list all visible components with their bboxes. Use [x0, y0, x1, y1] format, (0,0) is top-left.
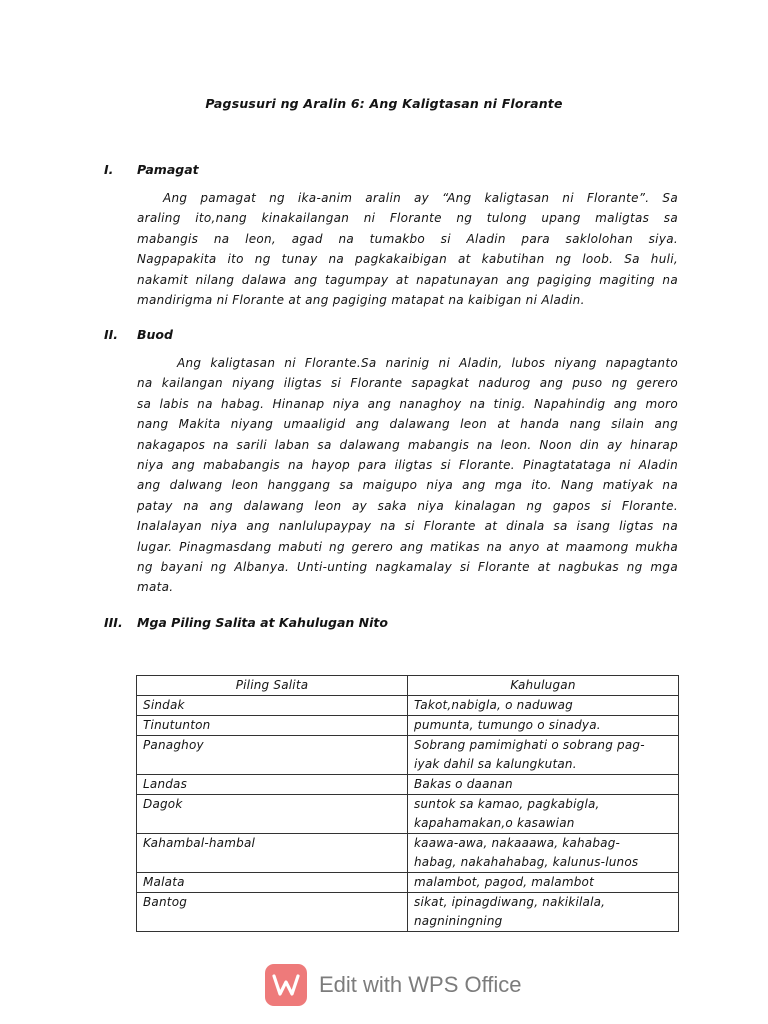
meaning-line: kaawa-awa, nakaaawa, kahabag- — [414, 836, 621, 850]
word-cell: Panaghoy — [137, 736, 408, 775]
meaning-cell — [408, 873, 679, 893]
paragraph-line: nakamit nilang dalawa ang tagumpay at napatunayan ang pagiging magiting na — [137, 272, 678, 287]
meaning-line: Bakas o daanan — [414, 777, 513, 791]
meaning-line: nagniningning — [414, 914, 503, 928]
word-cell: Tinutunton — [137, 716, 408, 736]
edit-with-wps-office-button[interactable] — [265, 964, 522, 1006]
table-row — [137, 834, 679, 873]
section-number: III. — [104, 615, 123, 630]
table-row — [137, 893, 679, 932]
meaning-cell — [408, 775, 679, 795]
paragraph-line: sa labis na habag. Hinanap niya ang nanaghoy na tinig. Napahindig ang moro — [137, 396, 678, 411]
vocabulary-table — [136, 675, 679, 932]
wps-office-label: Edit with WPS Office — [319, 972, 522, 997]
meaning-cell — [408, 893, 679, 932]
column-header-meaning: Kahulugan — [408, 676, 679, 696]
meaning-line: kapahamakan,o kasawian — [414, 816, 575, 830]
paragraph-line: lugar. Pinagmasdang mabuti ng gerero ang matikas na anyo at maamong mukha — [137, 539, 678, 554]
word-cell: Sindak — [137, 696, 408, 716]
paragraph-buod — [137, 353, 678, 598]
meaning-cell — [408, 736, 679, 775]
paragraph-line: Ang pamagat ng ika-anim aralin ay “Ang kaligtasan ni Florante”. Sa — [163, 191, 678, 205]
paragraph-line: mabangis na leon, agad na tumakbo si Aladin para saklolohan siya. — [137, 231, 678, 246]
table-row — [137, 716, 679, 736]
word-cell: Landas — [137, 775, 408, 795]
meaning-line: habag, nakahahabag, kalunus-lunos — [414, 855, 639, 869]
paragraph-line: mandirigma ni Florante at ang pagiging matapat na kaibigan ni Aladin. — [137, 293, 585, 308]
word-cell: Bantog — [137, 893, 408, 932]
meaning-line: iyak dahil sa kalungkutan. — [414, 757, 577, 771]
meaning-cell — [408, 795, 679, 834]
paragraph-line: nang Makita niyang umaaligid ang dalawang leon at handa nang silain ang — [137, 417, 678, 432]
meaning-line: suntok sa kamao, pagkabigla, — [414, 797, 600, 811]
paragraph-line: niya ang mababangis na hayop para iligtas si Florante. Pinagtatataga ni Aladin — [137, 458, 678, 473]
table-header-row — [137, 676, 679, 696]
table-row — [137, 795, 679, 834]
paragraph-line: araling ito,nang kinakailangan ni Florante ng tulong upang maligtas sa — [137, 211, 678, 226]
paragraph-line: ang dalwang leon hanggang sa maigupo niya ang mga ito. Nang matiyak na — [137, 478, 678, 493]
paragraph-line: Nagpapakita ito ng tunay na pagkakaibigan at kabutihan ng loob. Sa huli, — [137, 252, 678, 267]
section-number: II. — [104, 327, 119, 342]
paragraph-line: patay na ang dalawang leon ay saka niya kinalagan ng gapos si Florante. — [137, 498, 678, 513]
section-heading-piling-salita — [104, 615, 388, 630]
meaning-cell — [408, 834, 679, 873]
meaning-line: pumunta, tumungo o sinadya. — [414, 718, 601, 732]
column-header-word: Piling Salita — [137, 676, 408, 696]
table-row — [137, 696, 679, 716]
paragraph-line: ng bayani ng Albanya. Unti-unting nagkamalay si Florante at nagbukas ng mga — [137, 560, 678, 575]
meaning-cell — [408, 696, 679, 716]
word-cell: Dagok — [137, 795, 408, 834]
paragraph-line: nakagapos na sarili laban sa dalawang mabangis na leon. Noon din ay hinarap — [137, 437, 678, 452]
section-number: I. — [104, 162, 114, 177]
meaning-line: Sobrang pamimighati o sobrang pag- — [414, 738, 645, 752]
table-row — [137, 736, 679, 775]
document-title: Pagsusuri ng Aralin 6: Ang Kaligtasan ni Florante — [205, 96, 563, 111]
word-cell: Malata — [137, 873, 408, 893]
meaning-cell — [408, 716, 679, 736]
section-title: Buod — [137, 327, 173, 342]
word-cell: Kahambal-hambal — [137, 834, 408, 873]
wps-office-logo-icon — [265, 964, 307, 1006]
paragraph-pamagat — [137, 188, 678, 310]
meaning-line: sikat, ipinagdiwang, nakikilala, — [414, 895, 606, 909]
meaning-line: Takot,nabigla, o naduwag — [414, 698, 574, 712]
paragraph-line: mata. — [137, 580, 174, 595]
meaning-line: malambot, pagod, malambot — [414, 875, 594, 889]
table-row — [137, 873, 679, 893]
paragraph-line: Ang kaligtasan ni Florante.Sa narinig ni Aladin, lubos niyang napagtanto — [177, 356, 678, 370]
section-heading-buod — [104, 327, 173, 342]
section-title: Mga Piling Salita at Kahulugan Nito — [137, 615, 388, 630]
paragraph-line: Inalalayan niya ang nanlulupaypay na si Florante at dinala sa isang ligtas na — [137, 519, 678, 534]
section-title: Pamagat — [137, 162, 199, 177]
table-row — [137, 775, 679, 795]
paragraph-line: na kailangan niyang iligtas si Florante sapagkat nadurog ang puso ng gerero — [137, 376, 678, 391]
section-heading-pamagat — [104, 162, 199, 177]
